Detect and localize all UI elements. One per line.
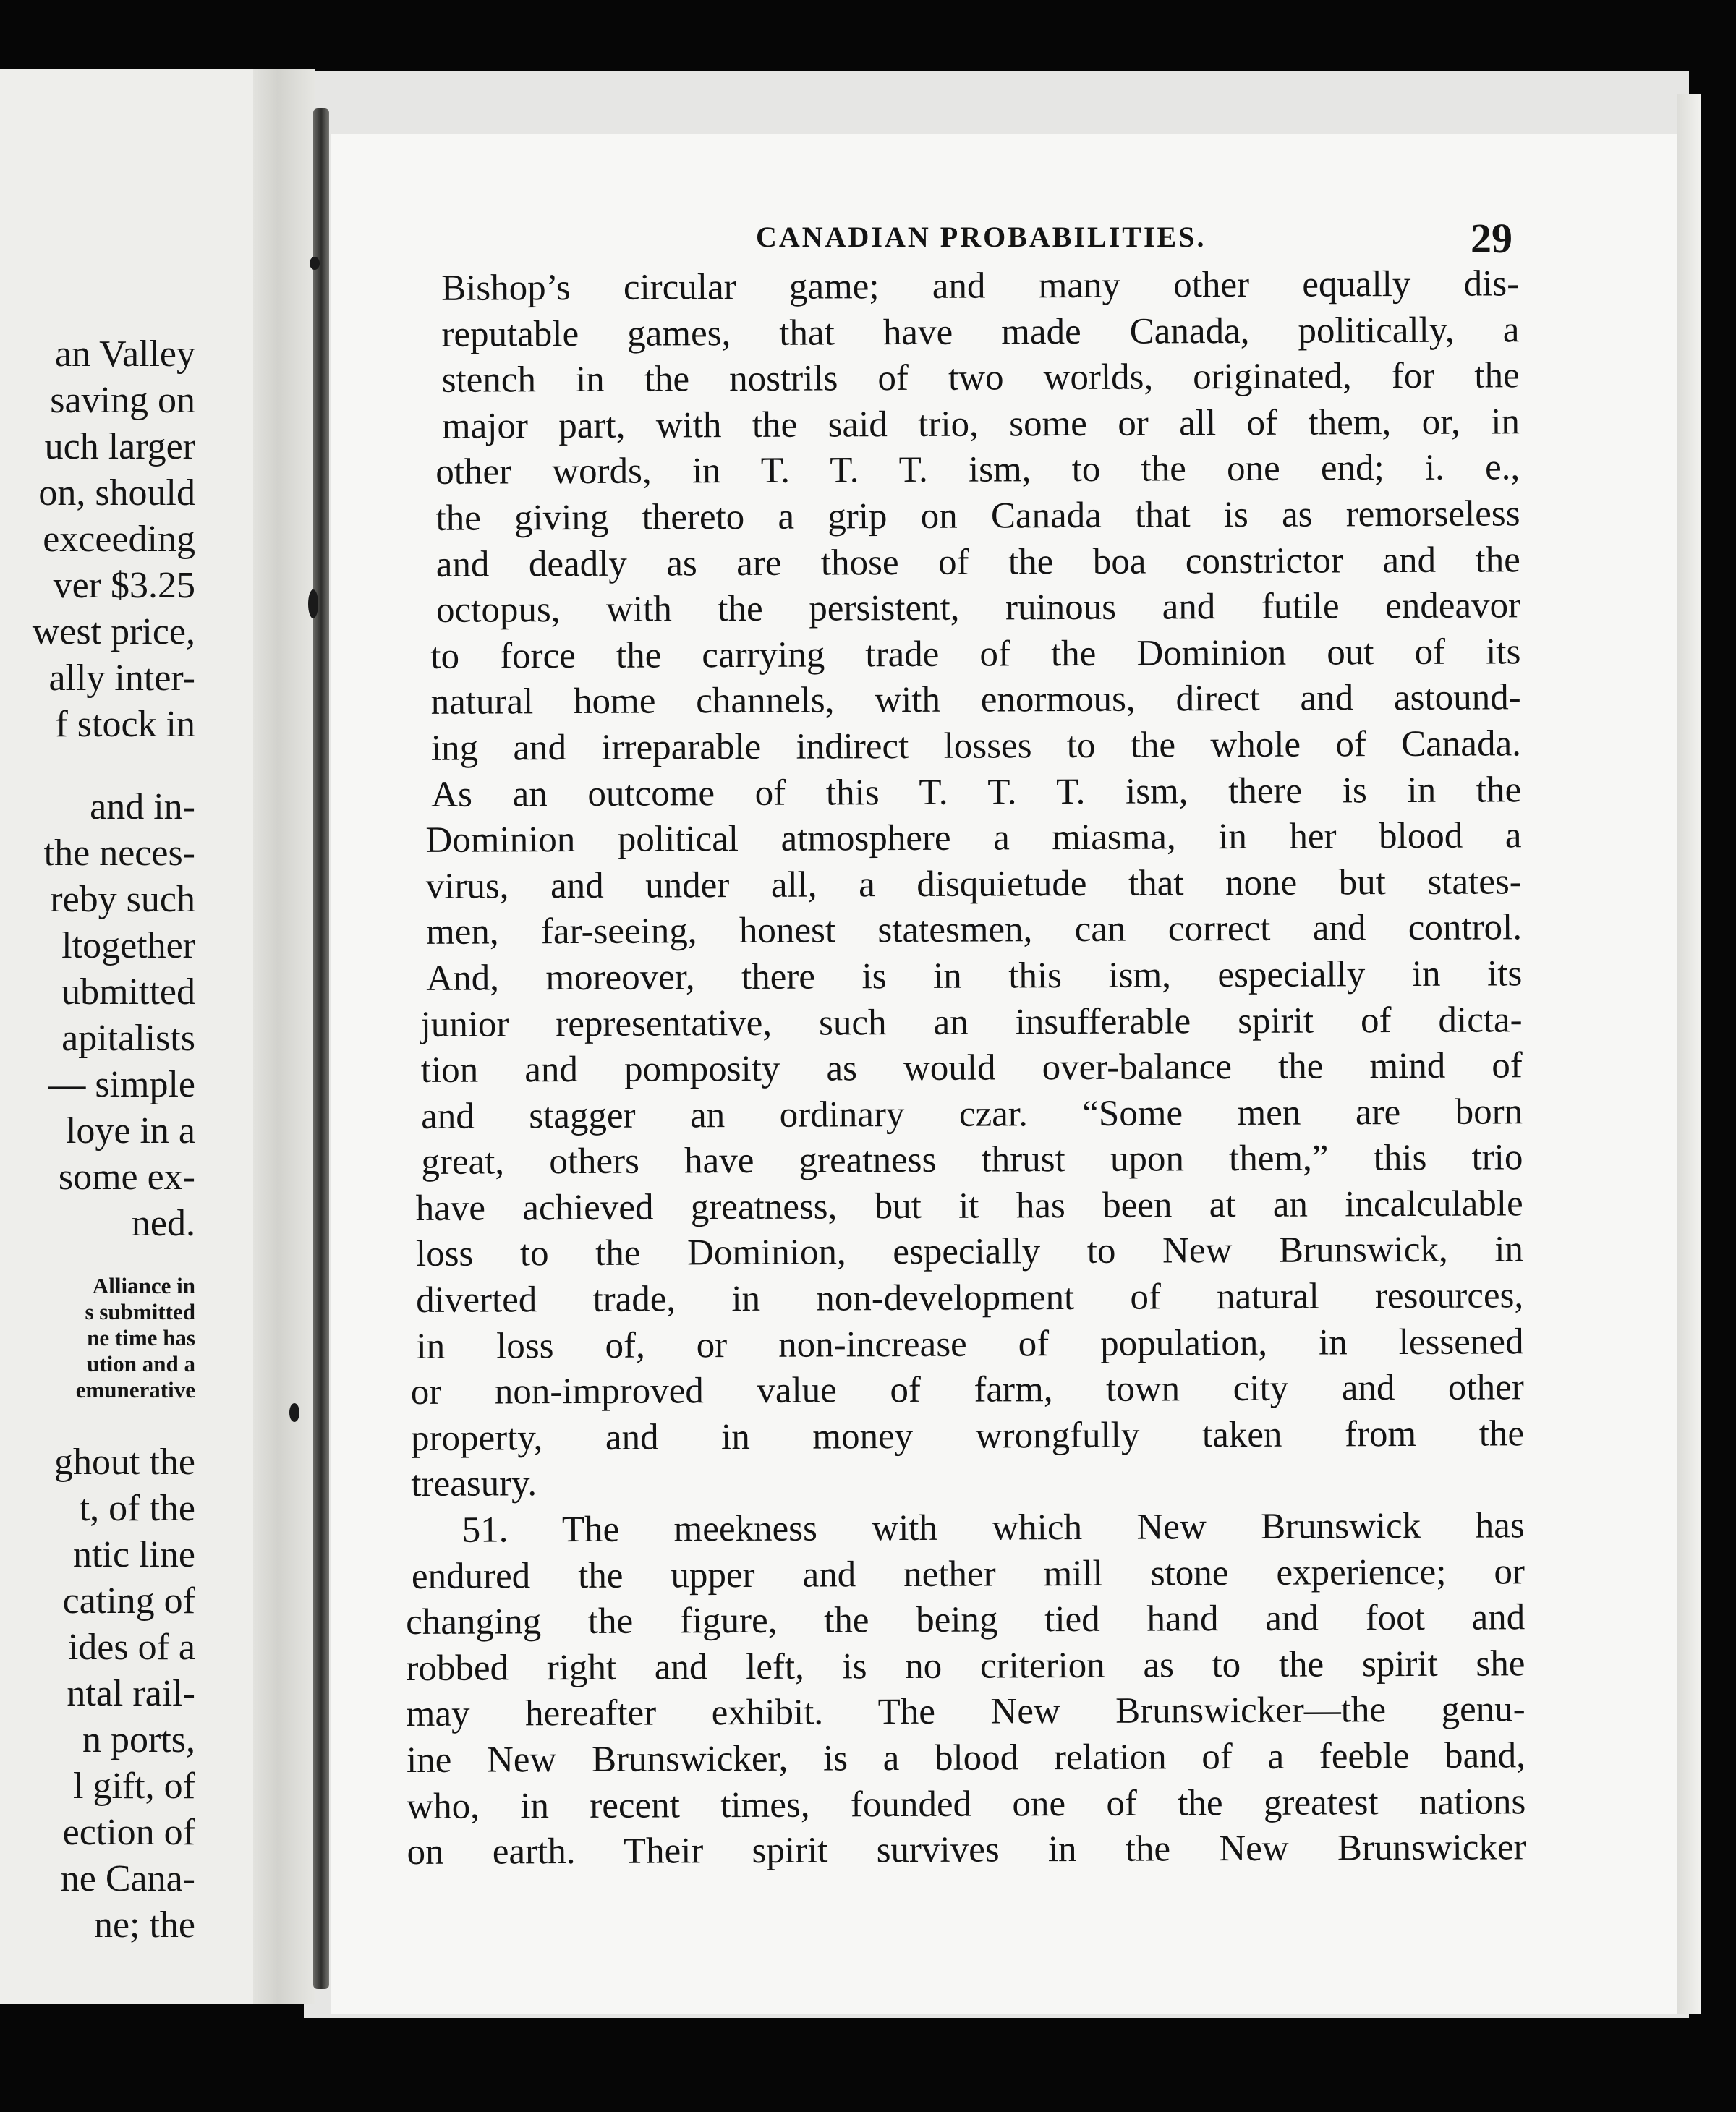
left-line: — simple	[48, 1064, 195, 1105]
footnote-line: ution and a	[87, 1351, 195, 1376]
left-line: apitalists	[61, 1018, 195, 1059]
left-line: f stock in	[55, 704, 195, 745]
footnote-line: emunerative	[75, 1377, 195, 1402]
text-line: Dominion political atmosphere a miasma, in her blood a	[425, 815, 1522, 861]
text-line: robbed right and left, is no criterion as to the spirit she	[406, 1643, 1526, 1689]
left-line: ver $3.25	[53, 565, 195, 606]
text-line: endured the upper and nether mill stone experience; or	[411, 1551, 1526, 1597]
left-page-text	[0, 331, 195, 1949]
body-text	[406, 261, 1526, 1875]
left-line: reby such	[50, 879, 195, 920]
gutter	[253, 69, 315, 2004]
margin-mark	[310, 257, 320, 270]
text-line: diverted trade, in non-development of natural resources,	[416, 1275, 1524, 1321]
text-line: ine New Brunswicker, is a blood relation of a feeble band,	[406, 1735, 1526, 1781]
text-line: have achieved greatness, but it has been at an incalculable	[415, 1183, 1523, 1229]
left-line: west price,	[32, 611, 195, 652]
left-line: ally inter-	[48, 657, 195, 699]
left-line: on, should	[38, 472, 195, 514]
page-edge	[1677, 94, 1701, 2014]
text-line: treasury.	[411, 1463, 537, 1505]
left-line: ection of	[62, 1812, 195, 1853]
text-line: to force the carrying trade of the Dominion out of its	[430, 631, 1521, 677]
left-line: n ports,	[82, 1719, 195, 1760]
left-footnote	[0, 1273, 195, 1403]
left-line: ned.	[131, 1203, 195, 1244]
text-line: major part, with the said trio, some or all of them, or, in	[441, 401, 1520, 447]
left-line: exceeding	[43, 519, 195, 560]
left-line: t, of the	[79, 1488, 195, 1529]
left-line: ltogether	[61, 925, 195, 966]
left-line: ne; the	[93, 1904, 195, 1946]
text-line: and stagger an ordinary czar. “Some men are born	[421, 1091, 1523, 1137]
text-line: loss to the Dominion, especially to New Brunswick, in	[415, 1229, 1524, 1275]
text-line: in loss of, or non-increase of population, in lessened	[416, 1321, 1524, 1367]
footnote-line: s submitted	[85, 1299, 195, 1324]
left-line: an Valley	[55, 333, 195, 375]
text-line: the giving thereto a grip on Canada that is as remorseless	[435, 493, 1520, 539]
text-line: changing the figure, the being tied hand and foot and	[406, 1597, 1526, 1643]
left-line: uch larger	[44, 426, 195, 467]
text-line: property, and in money wrongfully taken from the	[410, 1413, 1525, 1459]
text-line: reputable games, that have made Canada, politically, a	[441, 309, 1520, 355]
left-line: cating of	[62, 1580, 195, 1622]
running-head: CANADIAN PROBABILITIES.	[756, 221, 1207, 253]
left-line: loye in a	[65, 1110, 195, 1151]
page-number: 29	[1471, 215, 1512, 262]
spacer	[0, 748, 195, 784]
text-line: virus, and under all, a disquietude that none but states-	[425, 861, 1522, 907]
left-line: and in-	[90, 786, 195, 827]
footnote-line: ne time has	[87, 1325, 195, 1350]
text-line: stench in the nostrils of two worlds, originated, for the	[441, 355, 1520, 401]
text-line: may hereafter exhibit. The New Brunswicker—the genu-	[406, 1689, 1526, 1735]
spacer	[0, 1247, 195, 1273]
left-line: ntic line	[73, 1534, 195, 1575]
text-line: ing and irreparable indirect losses to the whole of Canada.	[430, 723, 1522, 769]
text-line: men, far-seeing, honest statesmen, can correct and control.	[425, 907, 1523, 953]
left-line: ghout the	[54, 1442, 195, 1483]
left-line: ubmitted	[61, 971, 195, 1013]
left-block-1	[0, 331, 195, 748]
left-line: ides of a	[67, 1627, 195, 1668]
left-line: ne Cana-	[60, 1858, 195, 1899]
text-line: tion and pomposity as would over-balance the mind of	[420, 1045, 1523, 1091]
margin-mark	[308, 589, 318, 618]
text-line: who, in recent times, founded one of the greatest nations	[407, 1781, 1526, 1827]
left-line: l gift, of	[73, 1766, 195, 1807]
text-line: great, others have greatness thrust upon them,” this trio	[421, 1137, 1523, 1183]
left-line: saving on	[50, 380, 195, 421]
text-line: and deadly as are those of the boa constrictor and the	[435, 539, 1520, 585]
left-line: the neces-	[43, 833, 195, 874]
spacer	[0, 1403, 195, 1439]
paragraph-start: 51. The meekness with which New Brunswick has	[461, 1505, 1525, 1551]
text-line: on earth. Their spirit survives in the New Brunswicker	[407, 1827, 1526, 1873]
text-line: Bishop’s circular game; and many other equally dis-	[441, 263, 1520, 309]
text-line: As an outcome of this T. T. T. ism, there is in the	[431, 769, 1522, 815]
text-line: And, moreover, there is in this ism, especially in its	[426, 953, 1523, 999]
left-line: ntal rail-	[67, 1673, 195, 1714]
left-line: some ex-	[58, 1157, 195, 1198]
footnote-line: Alliance in	[92, 1273, 195, 1298]
left-block-2	[0, 784, 195, 1247]
margin-mark	[289, 1403, 299, 1422]
text-line: or non-improved value of farm, town city and other	[410, 1367, 1524, 1413]
text-line: octopus, with the persistent, ruinous and futile endeavor	[435, 585, 1521, 631]
binding-fold	[313, 108, 329, 1989]
text-line: other words, in T. T. T. ism, to the one end; i. e.,	[435, 447, 1520, 493]
left-block-3	[0, 1439, 195, 1949]
text-line: junior representative, such an insufferable spirit of dicta-	[420, 999, 1523, 1045]
text-line: natural home channels, with enormous, direct and astound-	[430, 677, 1521, 723]
